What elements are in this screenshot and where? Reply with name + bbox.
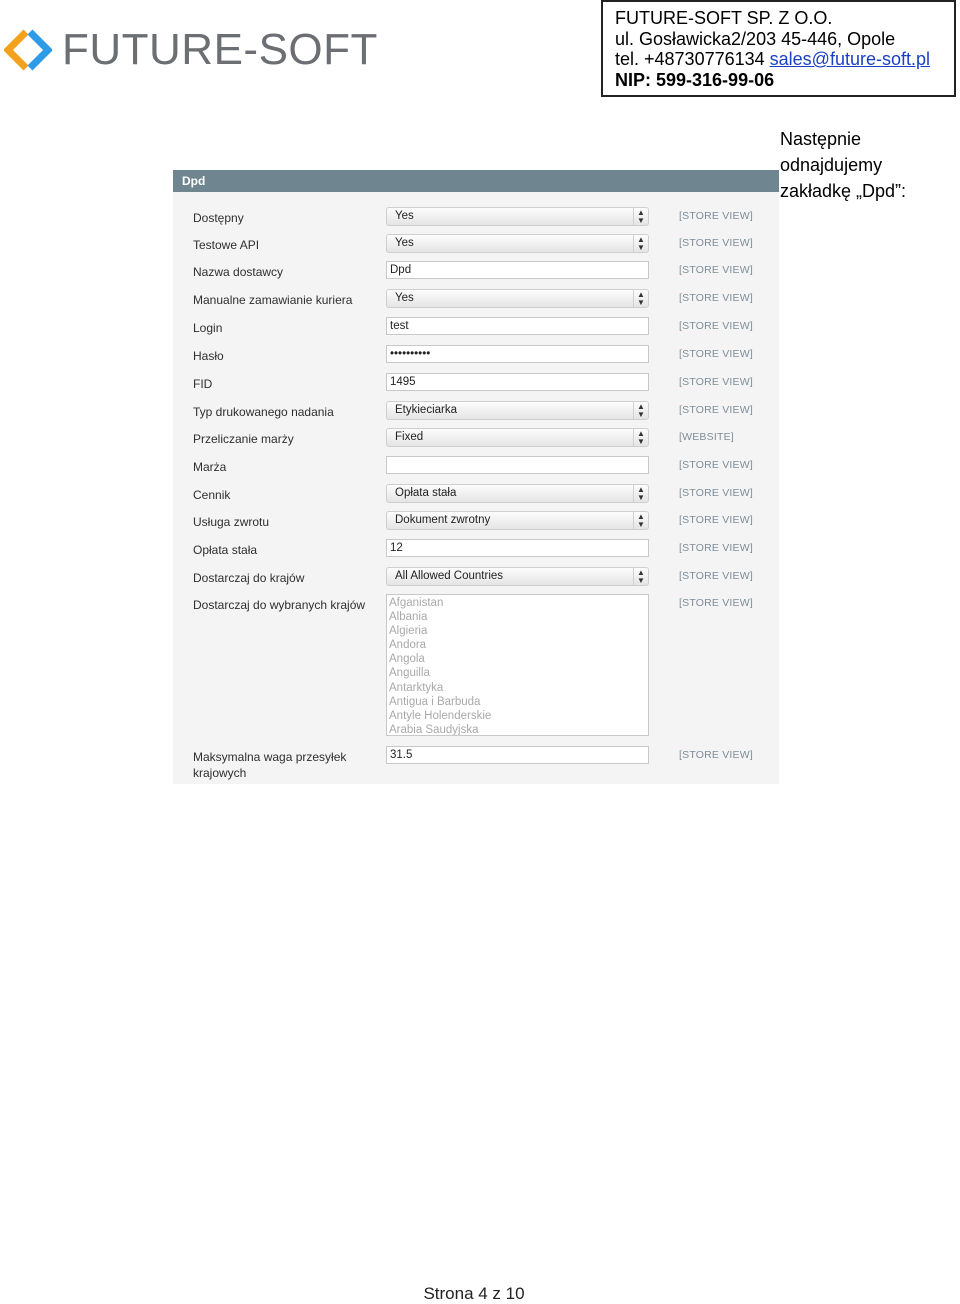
setting-label: Dostarczaj do wybranych krajów (193, 598, 366, 612)
login-input[interactable]: test (386, 317, 649, 335)
scope-label: [STORE VIEW] (679, 749, 753, 761)
scope-label: [STORE VIEW] (679, 264, 753, 276)
setting-label: Login (193, 321, 223, 335)
margin-calc-select[interactable]: Fixed ▲ ▼ (386, 428, 649, 447)
panel-title[interactable]: Dpd (173, 170, 779, 192)
scope-label: [STORE VIEW] (679, 348, 753, 360)
scope-label: [STORE VIEW] (679, 404, 753, 416)
carrier-name-input[interactable]: Dpd (386, 261, 649, 279)
setting-label: Dostarczaj do krajów (193, 571, 305, 585)
company-info-box (601, 0, 956, 97)
company-phone: tel. +48730776134 sales@future-soft.pl (615, 49, 930, 69)
select-arrows-icon: ▲ ▼ (633, 568, 648, 585)
scope-label: [STORE VIEW] (679, 210, 753, 222)
setting-label: Przeliczanie marży (193, 432, 294, 446)
list-item[interactable]: Anguilla (389, 667, 430, 680)
return-service-select[interactable]: Dokument zwrotny ▲ ▼ (386, 511, 649, 530)
dpd-settings-panel (173, 170, 779, 784)
company-nip: NIP: 599-316-99-06 (615, 69, 775, 90)
list-item[interactable]: Afganistan (389, 597, 444, 609)
setting-label: Maksymalna waga przesyłek krajowych (193, 750, 347, 780)
select-arrows-icon: ▲ ▼ (633, 512, 648, 529)
scope-label: [STORE VIEW] (679, 292, 753, 304)
company-email-link[interactable]: sales@future-soft.pl (769, 49, 930, 69)
setting-label: Testowe API (193, 238, 260, 252)
scope-label: [STORE VIEW] (679, 570, 753, 582)
setting-label: Cennik (193, 488, 231, 502)
list-item[interactable]: Antyle Holenderskie (389, 709, 492, 722)
company-name: FUTURE-SOFT SP. Z O.O. (615, 8, 833, 28)
select-arrows-icon: ▲ ▼ (633, 429, 648, 446)
scope-label: [STORE VIEW] (679, 320, 753, 332)
page-number: Strona 4 z 10 (423, 1284, 525, 1303)
manual-courier-select[interactable]: Yes ▲ ▼ (386, 289, 649, 308)
setting-label: Usługa zwrotu (193, 515, 270, 529)
list-item[interactable]: Antigua i Barbuda (389, 695, 481, 708)
setting-label: Opłata stała (193, 543, 258, 557)
company-logo (4, 26, 52, 74)
list-item[interactable]: Algieria (389, 625, 428, 638)
password-input[interactable]: •••••••••• (386, 345, 649, 363)
select-arrows-icon: ▲ ▼ (633, 485, 648, 502)
scope-label: [STORE VIEW] (679, 376, 753, 388)
select-arrows-icon: ▲ ▼ (633, 208, 648, 225)
max-weight-input[interactable]: 31.5 (386, 746, 649, 764)
fid-input[interactable]: 1495 (386, 373, 649, 391)
company-address: ul. Gosławicka2/203 45-446, Opole (615, 28, 896, 49)
setting-label: Nazwa dostawcy (193, 265, 284, 279)
list-item[interactable]: Albania (389, 611, 428, 624)
scope-label: [STORE VIEW] (679, 459, 753, 471)
logo-mark-icon (4, 26, 52, 74)
setting-label: Typ drukowanego nadania (193, 405, 334, 419)
setting-label: Dostępny (193, 211, 244, 225)
ship-countries-select[interactable]: All Allowed Countries ▲ ▼ (386, 567, 649, 586)
list-item[interactable]: Angola (389, 653, 425, 666)
setting-label: Marża (193, 460, 227, 474)
print-type-select[interactable]: Etykieciarka ▲ ▼ (386, 401, 649, 420)
scope-label: [STORE VIEW] (679, 542, 753, 554)
setting-label: Manualne zamawianie kuriera (193, 293, 353, 307)
select-arrows-icon: ▲ ▼ (633, 290, 648, 307)
select-arrows-icon: ▲ ▼ (633, 402, 648, 419)
scope-label: [STORE VIEW] (679, 597, 753, 609)
side-note: Następnie odnajdujemy zakładkę „Dpd”: (780, 129, 907, 201)
list-item[interactable]: Arabia Saudyjska (389, 723, 479, 736)
setting-label: FID (193, 377, 213, 391)
scope-label: [STORE VIEW] (679, 514, 753, 526)
setting-label: Hasło (193, 349, 224, 363)
scope-label: [STORE VIEW] (679, 487, 753, 499)
margin-input[interactable] (386, 456, 649, 474)
list-item[interactable]: Antarktyka (389, 681, 444, 694)
test-api-select[interactable]: Yes ▲ ▼ (386, 234, 649, 253)
select-arrows-icon: ▲ ▼ (633, 235, 648, 252)
scope-label: [STORE VIEW] (679, 237, 753, 249)
scope-label: [WEBSITE] (679, 431, 734, 443)
available-select[interactable]: Yes ▲ ▼ (386, 207, 649, 226)
fixed-fee-input[interactable]: 12 (386, 539, 649, 557)
logo-text: FUTURE-SOFT (62, 25, 378, 74)
specific-countries-multiselect[interactable] (386, 594, 649, 736)
price-list-select[interactable]: Opłata stała ▲ ▼ (386, 484, 649, 503)
list-item[interactable]: Andora (389, 639, 427, 652)
